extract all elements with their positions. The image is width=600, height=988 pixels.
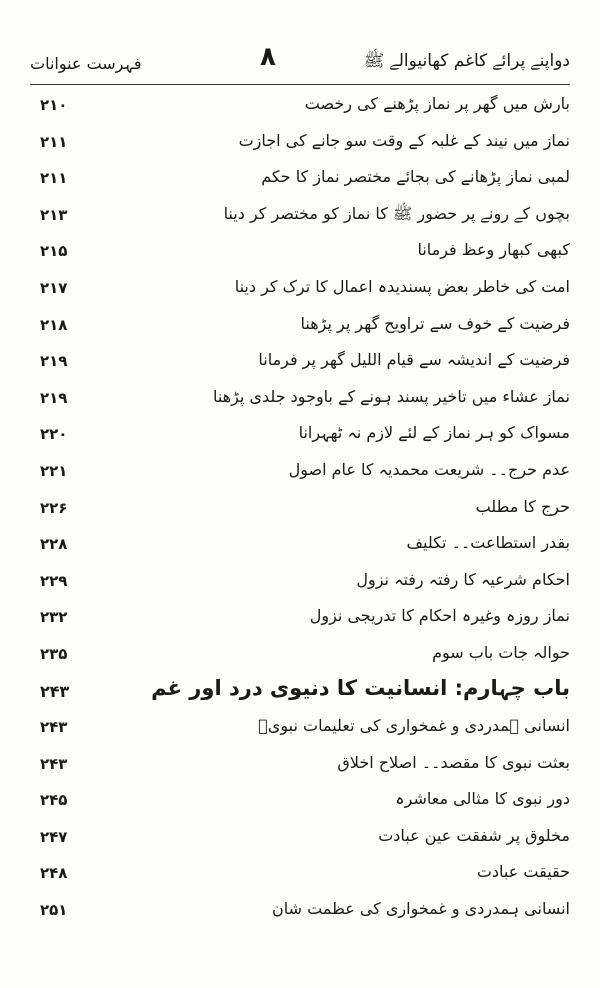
toc-entry-title: نماز روزہ وغیرہ احکام کا تدریجی نزول (309, 606, 570, 626)
toc-entry-page: ۲۵۱ (40, 901, 68, 920)
toc-entry-title: باب چہارم: انسانیت کا دنیوی درد اور غم (151, 675, 570, 700)
toc-entry (30, 527, 570, 564)
toc-entry-page: ۲۴۳ (40, 681, 70, 701)
page-header (30, 42, 570, 82)
toc-entry-page: ۲۲۹ (40, 571, 68, 590)
toc-entry-page: ۲۱۷ (40, 278, 68, 297)
toc-entry-page: ۲۱۱ (40, 169, 68, 188)
toc-entry (30, 125, 570, 162)
toc-entry-page: ۲۴۳ (40, 754, 68, 773)
toc-entry (30, 893, 570, 930)
toc-entry-title: عدم حرج۔۔ شریعت محمدیہ کا عام اصول (288, 459, 570, 479)
toc-entry-page: ۲۲۱ (40, 461, 68, 480)
toc-entry (30, 783, 570, 820)
toc-entry-page: ۲۱۸ (40, 315, 68, 334)
toc-entry (30, 417, 570, 454)
toc-entry (30, 747, 570, 784)
toc-entry-page: ۲۲۸ (40, 535, 68, 554)
toc-entry-title: فرضیت کے اندیشہ سے قیام اللیل گھر پر فرمانا (258, 350, 570, 370)
section-title: فہرست عنوانات (30, 54, 142, 73)
toc-entry-title: انسانی ہمدردی و غمخواری کی عظمت شان (272, 899, 570, 919)
toc-entry (30, 564, 570, 601)
toc-entry-page: ۲۱۳ (40, 205, 68, 224)
toc-entry-page: ۲۴۳ (40, 718, 68, 737)
toc-entry-page: ۲۴۷ (40, 827, 68, 846)
chapter-heading-row (30, 674, 570, 711)
toc-entry-title: بچوں کے رونے پر حضور ﷺ کا نماز کو مختصر کر دینا (223, 203, 570, 223)
toc-entry-title: بارش میں گھر پر نماز پڑھنے کی رخصت (304, 94, 570, 113)
toc-entry-title: نماز عشاء میں تاخیر پسند ہونے کے باوجود جلدی پڑھنا (212, 386, 570, 406)
toc-entry (30, 600, 570, 637)
toc-entry-page: ۲۱۹ (40, 352, 68, 371)
toc-entry-title: انسانی ہمدردی و غمخواری کی تعلیمات نبویؐ (258, 716, 570, 736)
toc-entry (30, 271, 570, 308)
toc-entry (30, 820, 570, 857)
toc-entry-title: لمبی نماز پڑھانے کی بجائے مختصر نماز کا حکم (261, 167, 570, 187)
toc-entry (30, 88, 570, 125)
toc-entry (30, 637, 570, 674)
table-of-contents (30, 88, 570, 930)
toc-entry-title: احکام شرعیہ کا رفتہ رفتہ نزول (356, 569, 570, 589)
toc-entry-page: ۲۳۲ (40, 608, 68, 627)
toc-entry (30, 454, 570, 491)
running-title: دواپنے پرائے کاغم کھانیوالے ﷺ (363, 51, 570, 71)
toc-entry-title: حقیقت عبادت (476, 862, 570, 882)
toc-entry-page: ۲۱۵ (40, 242, 68, 261)
toc-entry-title: بعثت نبوی کا مقصد۔۔ اصلاح اخلاق (337, 752, 570, 772)
toc-entry-title: نماز میں نیند کے غلبہ کے وقت سو جانے کی اجازت (238, 130, 570, 150)
toc-entry (30, 308, 570, 345)
toc-entry (30, 856, 570, 893)
toc-entry (30, 234, 570, 271)
toc-entry (30, 344, 570, 381)
toc-entry (30, 491, 570, 528)
toc-entry (30, 710, 570, 747)
page-number: ۸ (260, 42, 276, 72)
toc-entry-title: دور نبوی کا مثالی معاشرہ (395, 789, 570, 809)
toc-entry-page: ۲۲۰ (40, 425, 68, 444)
toc-entry-title: مخلوق پر شفقت عین عبادت (378, 825, 570, 845)
toc-entry-title: حرج کا مطلب (475, 496, 570, 516)
toc-entry (30, 161, 570, 198)
toc-entry-page: ۲۲۶ (40, 498, 68, 517)
toc-entry-title: حوالہ جات باب سوم (432, 642, 570, 662)
toc-entry-page: ۲۴۵ (40, 791, 68, 810)
toc-entry-title: فرضیت کے خوف سے تراویح گھر پر پڑھنا (300, 313, 570, 333)
toc-entry-page: ۲۴۸ (40, 864, 68, 883)
toc-entry-page: ۲۱۰ (40, 96, 68, 114)
toc-entry-title: امت کی خاطر بعض پسندیدہ اعمال کا ترک کر دینا (234, 276, 570, 296)
toc-entry-page: ۲۱۱ (40, 132, 68, 151)
toc-entry-title: کبھی کبھار وعظ فرمانا (417, 240, 570, 260)
toc-entry-page: ۲۱۹ (40, 388, 68, 407)
toc-entry (30, 381, 570, 418)
header-rule (30, 84, 570, 85)
toc-entry-title: بقدر استطاعت۔۔ تکلیف (406, 533, 570, 553)
toc-entry-page: ۲۳۵ (40, 644, 68, 663)
toc-entry-title: مسواک کو ہر نماز کے لئے لازم نہ ٹھہرانا (298, 423, 570, 443)
toc-entry (30, 198, 570, 235)
